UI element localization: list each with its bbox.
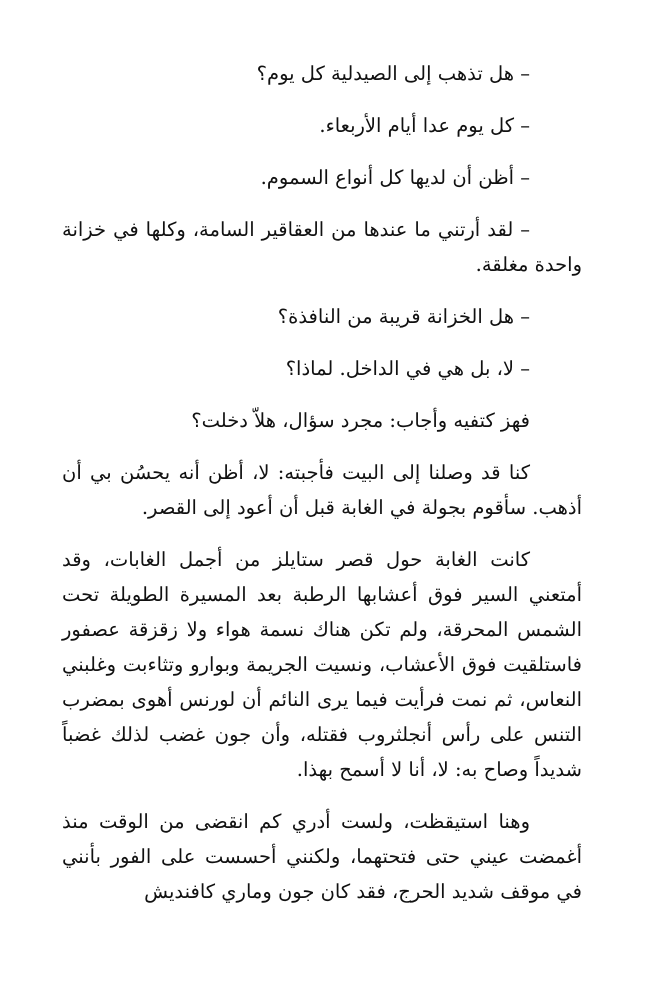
paragraph-9: كانت الغابة حول قصر ستايلز من أجمل الغابات، وقد أمتعني السير فوق أعشابها الرطبة بعد المسيرة الطويلة تحت الشمس المحرقة، ولم تكن هناك نسمة هواء ولا زقزقة عصفور فاستلقيت فوق الأعشاب، ونسيت الجريمة وبوارو وتثاءبت وغلبني النعاس، ثم نمت فرأيت فيما يرى النائم أن لورنس أهوى بمضرب التنس على رأس أنجلثروب فقتله، وأن جون غضب لذلك غضباً شديداً وصاح به: لا، أنا لا أسمح بهذا.: [62, 548, 582, 781]
book-page: [62, 56, 582, 926]
paragraph-1: – هل تذهب إلى الصيدلية كل يوم؟: [256, 62, 530, 85]
paragraph-7: فهز كتفيه وأجاب: مجرد سؤال، هلاّ دخلت؟: [191, 409, 530, 432]
paragraph-3: – أظن أن لديها كل أنواع السموم.: [260, 166, 530, 189]
paragraph-4: – لقد أرتني ما عندها من العقاقير السامة، وكلها في خزانة واحدة مغلقة.: [62, 218, 582, 276]
paragraph-5: – هل الخزانة قريبة من النافذة؟: [277, 305, 530, 328]
paragraph-6: – لا، بل هي في الداخل. لماذا؟: [285, 357, 530, 380]
paragraph-2: – كل يوم عدا أيام الأربعاء.: [319, 114, 530, 137]
paragraph-10: وهنا استيقظت، ولست أدري كم انقضى من الوقت منذ أغمضت عيني حتى فتحتهما، ولكنني أحسست على الفور بأنني في موقف شديد الحرج، فقد كان جون وماري كافنديش: [62, 810, 582, 903]
paragraph-8: كنا قد وصلنا إلى البيت فأجبته: لا، أظن أنه يحسُن بي أن أذهب. سأقوم بجولة في الغابة قبل أن أعود إلى القصر.: [62, 461, 582, 519]
